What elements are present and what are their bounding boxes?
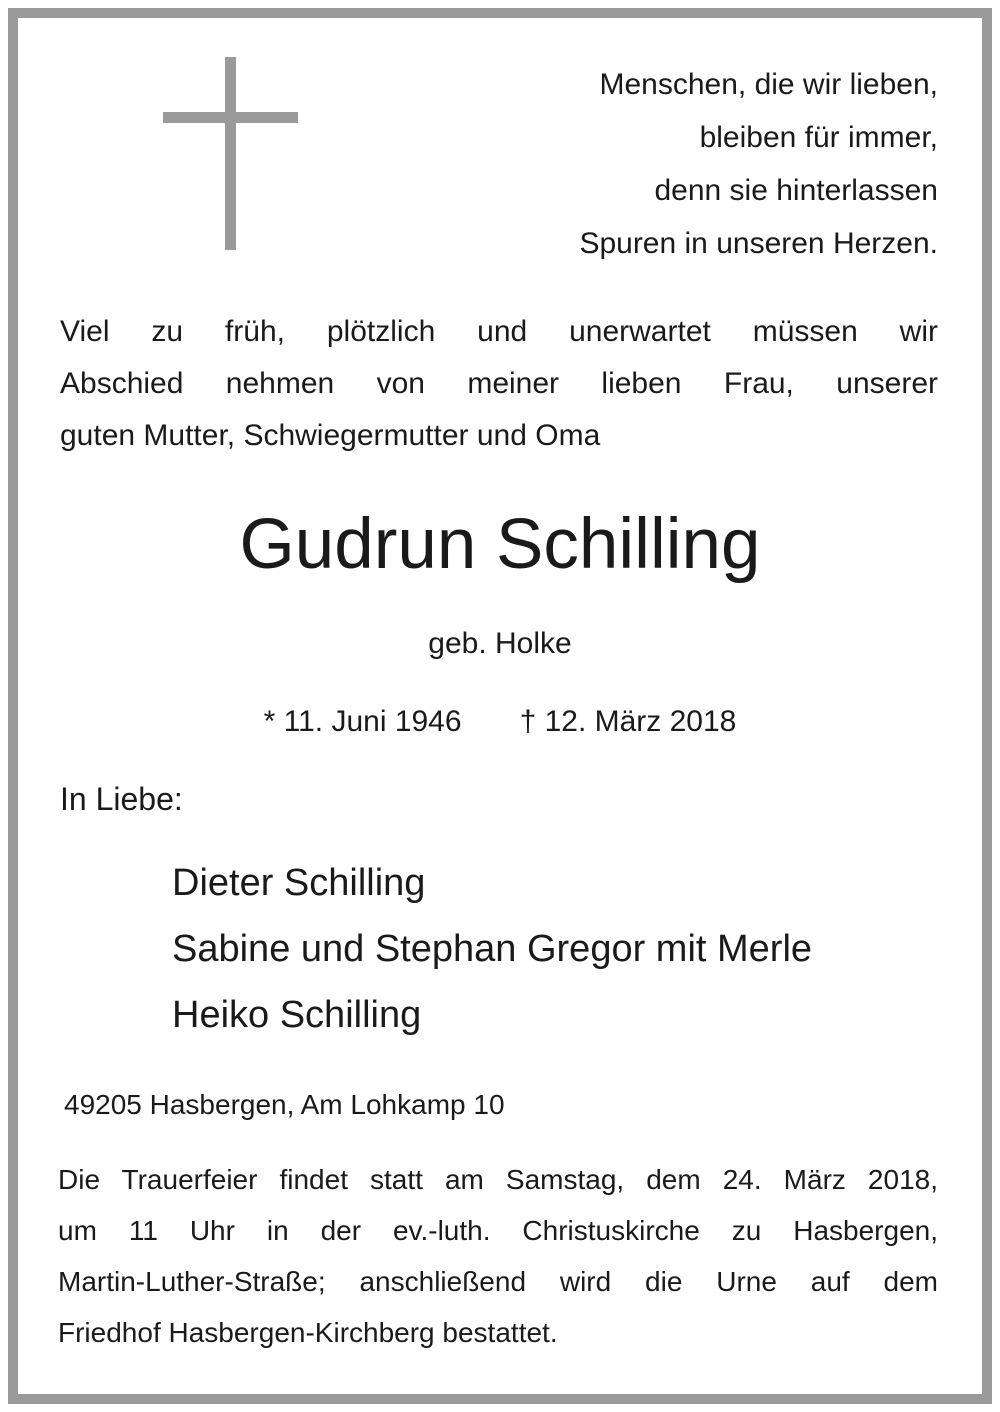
poem-line: Menschen, die wir lieben, (599, 68, 938, 101)
poem-line: denn sie hinterlassen (654, 174, 938, 207)
maiden-name: geb. Holke (428, 627, 572, 660)
deceased-name: Gudrun Schilling (239, 505, 761, 584)
poem-line: Spuren in unseren Herzen. (579, 227, 938, 260)
intro-text (60, 306, 938, 462)
death-date: † 12. März 2018 (519, 705, 737, 738)
service-line: Die Trauerfeier findet statt am Samstag, dem 24. März 2018, (58, 1164, 938, 1195)
mourner-name: Sabine und Stephan Gregor mit Merle (172, 928, 813, 970)
mourner-name: Heiko Schilling (172, 994, 422, 1036)
poem-line: bleiben für immer, (699, 121, 938, 154)
family-address: 49205 Hasbergen, Am Lohkamp 10 (64, 1089, 505, 1120)
mourners-list (172, 850, 812, 1048)
service-line: Friedhof Hasbergen-Kirchberg bestattet. (58, 1317, 558, 1348)
funeral-service-info (58, 1154, 938, 1358)
intro-line: Abschied nehmen von meiner lieben Frau, unserer (60, 367, 938, 400)
service-line: Martin-Luther-Straße; anschließend wird die Urne auf dem (58, 1266, 938, 1297)
poem (418, 58, 938, 270)
service-line: um 11 Uhr in der ev.-luth. Christuskirche zu Hasbergen, (58, 1215, 938, 1246)
birth-date: * 11. Juni 1946 (263, 705, 462, 738)
in-love-label: In Liebe: (60, 781, 183, 817)
cross-horizontal-bar (163, 112, 298, 123)
intro-line: guten Mutter, Schwiegermutter und Oma (60, 419, 601, 452)
mourner-name: Dieter Schilling (172, 862, 426, 904)
cross-vertical-bar (225, 57, 236, 250)
intro-line: Viel zu früh, plötzlich und unerwartet müssen wir (60, 315, 938, 348)
life-dates (0, 700, 1000, 744)
